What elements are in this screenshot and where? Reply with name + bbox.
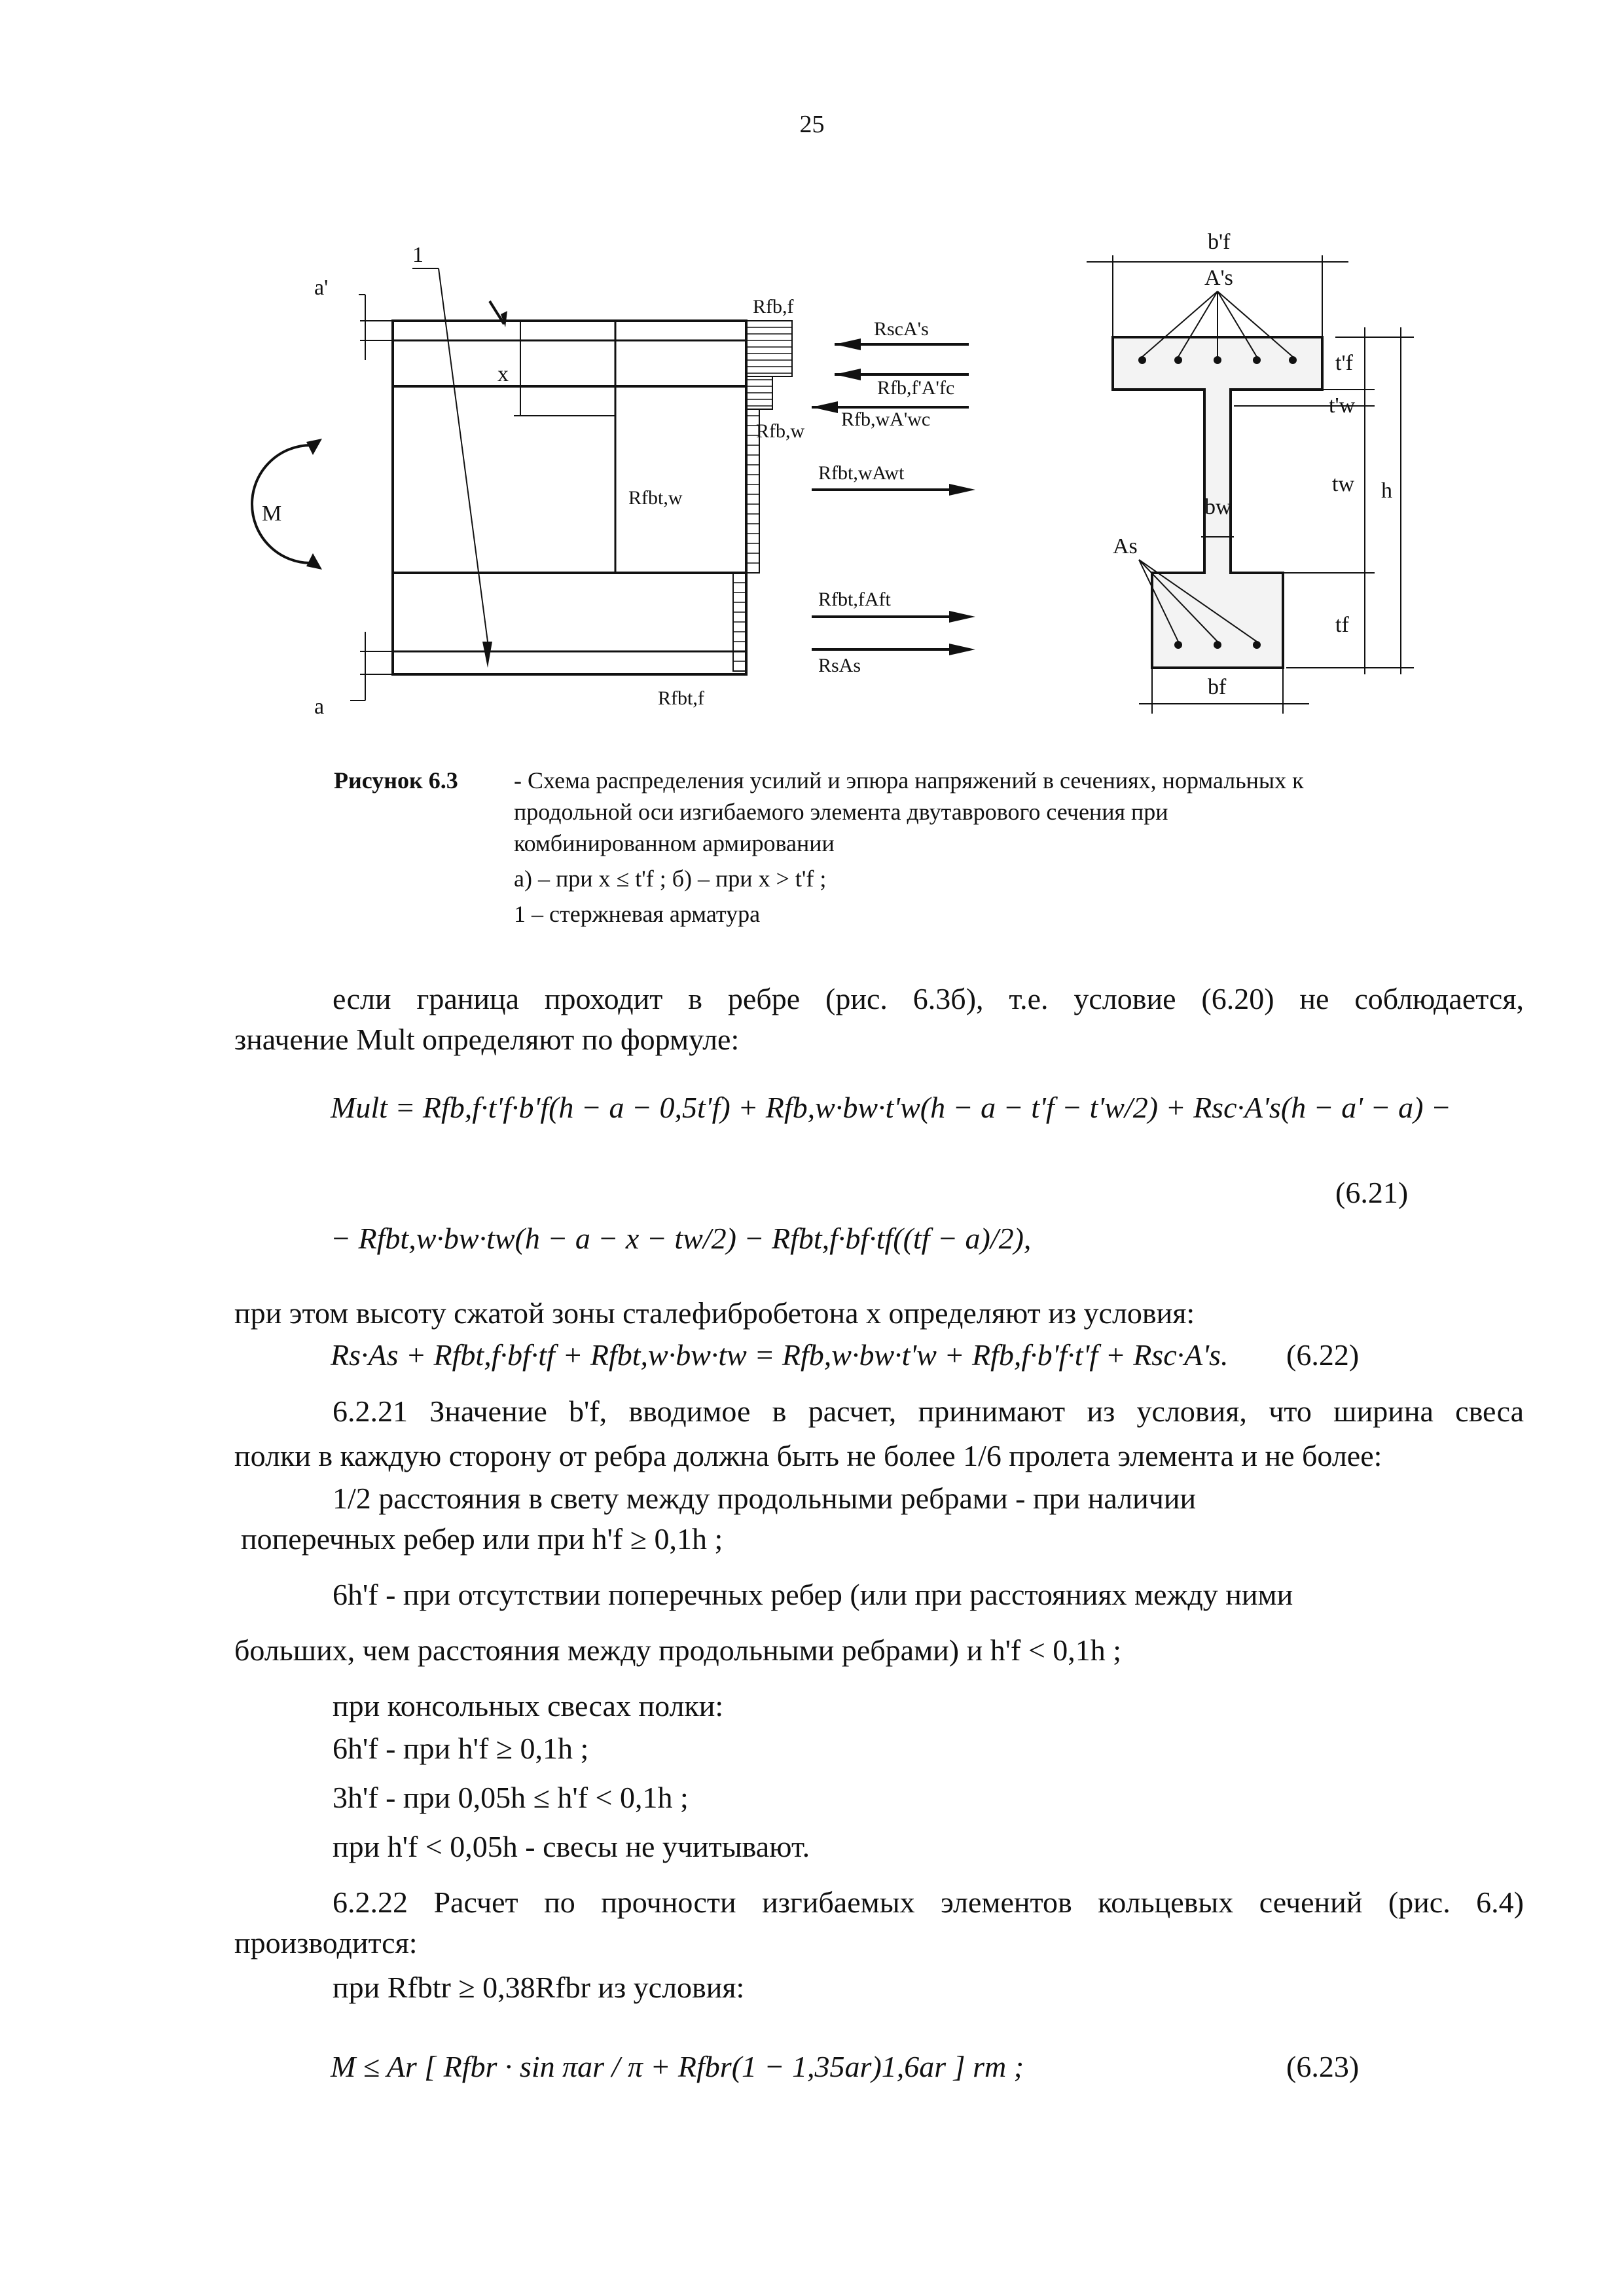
i-section-drawing [1087,255,1414,714]
label-h: h [1381,479,1392,503]
label-rfbw: Rfb,w [756,420,805,442]
label-1: 1 [412,243,424,267]
label-bf-top: b'f [1208,230,1231,254]
formula-6-21-line2: − Rfbt,w·bw·tw(h − a − x − tw/2) − Rfbt,f·bf·tf((tf − a)/2), [331,1222,1032,1255]
figure-6-3 [249,196,1519,773]
label-bf: bf [1208,675,1227,699]
label-tf-top: t'f [1335,351,1353,375]
formula-6-23: M ≤ Ar [ Rfbr · sin πar / π + Rfbr(1 − 1,35ar)1,6ar ] rm ; [331,2050,1024,2083]
paragraph-line: 6h'f - при отсутствии поперечных ребер (или при расстояниях между ними [333,1578,1293,1611]
leader-arrowhead [482,642,492,668]
page-number: 25 [799,111,825,138]
paragraph-line: больших, чем расстояния между продольными ребрами) и h'f < 0,1h ; [234,1633,1122,1667]
paragraph-line: поперечных ребер или при h'f ≥ 0,1h ; [241,1522,723,1556]
paragraph-line: при Rfbtr ≥ 0,38Rfbr из условия: [333,1971,745,2004]
paragraph-line: при этом высоту сжатой зоны сталефибробетона x определяют из условия: [234,1296,1195,1330]
caption-line: - Схема распределения усилий и эпюра напряжений в сечениях, нормальных к [514,767,1304,793]
label-as-top: A's [1204,266,1233,290]
beam-outline [393,321,746,674]
label-rfbtf: Rfbt,f [658,687,704,709]
label-bw: bw [1204,495,1232,519]
caption-label: Рисунок 6.3 [334,767,458,793]
caption-line: 1 – стержневая арматура [514,901,761,927]
label-tw: tw [1332,472,1354,496]
paragraph-line: если граница проходит в ребре (рис. 6.3б), т.е. условие (6.20) не соблюдается, [333,982,1524,1015]
caption-line: а) – при x ≤ t'f ; б) – при x > t'f ; [514,866,827,892]
label-force-rfbf: Rfb,f'A'fc [877,377,955,399]
stress-diagram [733,321,792,671]
paragraph-line: 6.2.22 Расчет по прочности изгибаемых элементов кольцевых сечений (рис. 6.4) [333,1886,1524,1919]
label-a-bottom: a [314,695,325,719]
label-force-rfbtf: Rfbt,fAft [818,589,891,610]
formula-6-21-line1: Mult = Rfb,f·t'f·b'f(h − a − 0,5t'f) + Rfb,w·bw·t'w(h − a − t'f − t'w/2) + Rsc·A's(h − a' − a) − [331,1091,1451,1124]
label-force-rsc: RscA's [874,318,929,340]
reinforcement-leader-line [439,268,488,642]
label-x: x [497,362,509,386]
caption-text [514,765,1496,930]
paragraph-line: 6.2.21 Значение b'f, вводимое в расчет, принимают из условия, что ширина свеса [333,1394,1524,1428]
label-force-rfbw: Rfb,wA'wc [841,409,931,430]
label-tw-top: t'w [1329,393,1356,418]
paragraph-line: 3h'f - при 0,05h ≤ h'f < 0,1h ; [333,1781,689,1814]
paragraph-line: полки в каждую сторону от ребра должна быть не более 1/6 пролета элемента и не более: [234,1439,1382,1472]
paragraph-line: 6h'f - при h'f ≥ 0,1h ; [333,1732,589,1765]
equation-number-6-23: (6.23) [1286,2050,1360,2083]
equation-number-6-21: (6.21) [1335,1176,1409,1209]
caption-line: комбинированном армировании [514,830,835,856]
label-rfbf: Rfb,f [753,296,794,318]
label-as: As [1113,534,1138,558]
stress-block-flange [746,321,792,376]
caption-line: продольной оси изгибаемого элемента двутаврового сечения при [514,799,1168,825]
paragraph-line: производится: [234,1926,418,1959]
paragraph-line: значение Mult определяют по формуле: [234,1023,740,1056]
left-section-diagram [252,268,746,701]
label-a-top: a' [314,276,329,300]
label-m: M [262,501,282,526]
figure-drawing [249,196,1519,773]
label-force-rs: RsAs [818,655,861,676]
paragraph-line: 1/2 расстояния в свету между продольными ребрами - при наличии [333,1482,1197,1515]
formula-6-22: Rs·As + Rfbt,f·bf·tf + Rfbt,w·bw·tw = Rfb,w·bw·t'w + Rfb,f·b'f·t'f + Rsc·A's. [331,1338,1229,1372]
paragraph-line: при консольных свесах полки: [333,1689,724,1722]
paragraph-line: при h'f < 0,05h - свесы не учитывают. [333,1830,810,1863]
label-force-rfbtw: Rfbt,wAwt [818,462,905,484]
label-tf: tf [1335,613,1349,637]
label-rfbtw: Rfbt,w [628,487,683,509]
equation-number-6-22: (6.22) [1286,1338,1360,1372]
